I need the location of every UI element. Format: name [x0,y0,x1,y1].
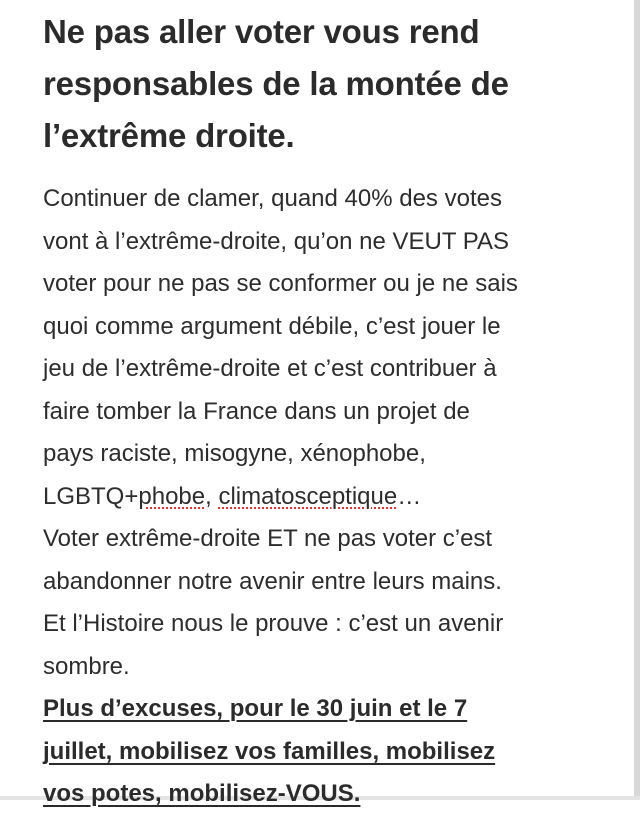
paragraph-line: Et l’Histoire nous le prouve : c’est un avenir [43,610,504,637]
text-fragment: … [397,482,422,510]
text-fragment: LGBTQ+ [43,482,139,510]
call-to-action-line: juillet, mobilisez vos familles, mobilisez [43,737,496,765]
paragraph-line-spellcheck [43,476,603,519]
paragraph-line: voter pour ne pas se conformer ou je ne sais [43,270,518,297]
spellcheck-word[interactable]: climatosceptique [218,482,398,510]
title-line: Ne pas aller voter vous rend [43,13,480,50]
paragraph-line: faire tomber la France dans un projet de [43,397,470,425]
text-fragment: , [205,482,219,510]
paragraph-line: Voter extrême-droite ET ne pas voter c’est [43,525,493,552]
paragraph-line: vont à l’extrême-droite, qu’on ne VEUT PAS [43,227,510,255]
paragraph-line: Continuer de clamer, quand 40% des votes [43,185,502,212]
title-line: responsables de la montée de [43,65,509,102]
paragraph-line: abandonner notre avenir entre leurs mains. [43,567,502,595]
paragraph-line: pays raciste, misogyne, xénophobe, [43,440,426,467]
paragraph-line: jeu de l’extrême-droite et c’est contribuer à [43,355,497,382]
body-text [43,178,603,816]
page-title [43,6,603,162]
spellcheck-word[interactable]: phobe [138,482,206,510]
right-edge-shadow [634,0,640,800]
title-line: l’extrême droite. [43,117,295,154]
call-to-action-line: vos potes, mobilisez-VOUS. [43,780,361,807]
paragraph-line: quoi comme argument débile, c’est jouer le [43,312,501,340]
paragraph-line: sombre. [43,652,130,680]
note-content [43,6,603,816]
call-to-action-line: Plus d’excuses, pour le 30 juin et le 7 [43,695,468,722]
